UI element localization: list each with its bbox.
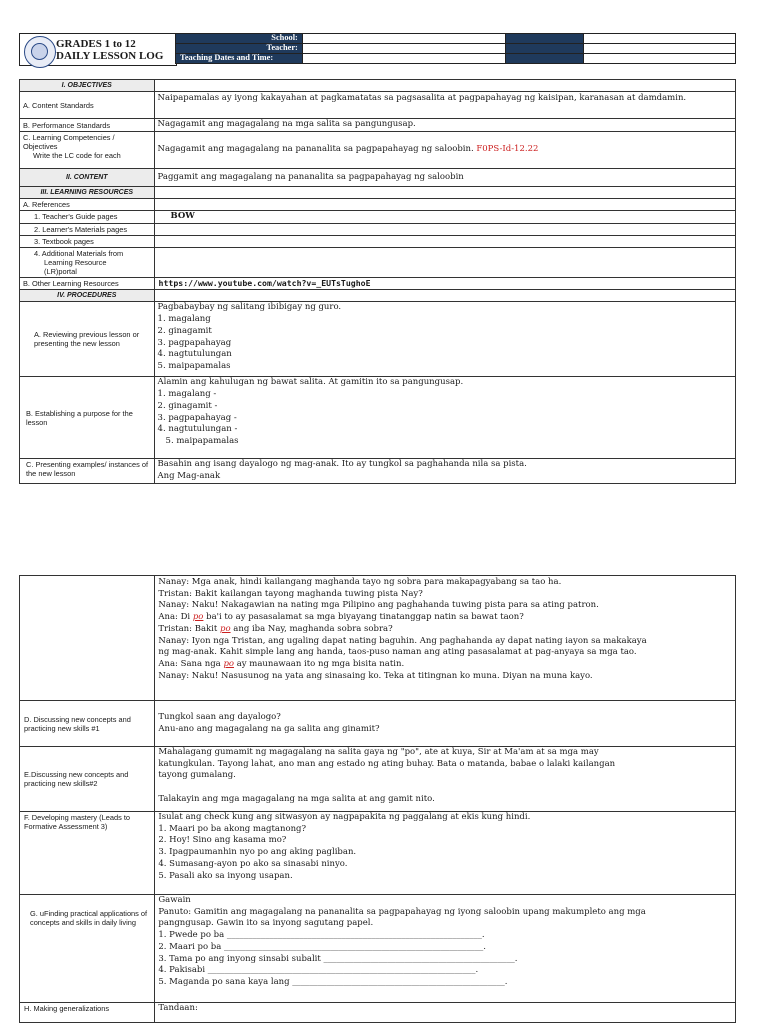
practical-applications-content xyxy=(155,895,736,1003)
dialogue-line: Nanay: Naku! Nakagawian na nating mga Pilipino ang paghahanda tuwing pista para sa ating patron. xyxy=(158,600,599,611)
application-line: 3. Tama po ang inyong sinsabi subalit _____________________________________________. xyxy=(158,953,518,964)
teachers-guide-label: 1. Teacher's Guide pages xyxy=(20,211,155,224)
additional-line2: Learning Resource xyxy=(44,257,107,267)
reviewing-line: 4. nagtutulungan xyxy=(157,349,232,360)
competencies-value xyxy=(154,132,735,169)
dialogue-line: Tristan: Bakit kailangan tayong maghanda tuwing pista Nay? xyxy=(158,588,423,599)
dialogue-text: ba'i to ay pasasalamat sa mga biyayang tinatanggap natin sa bawat taon? xyxy=(203,612,524,623)
discussing-2-line: Mahalagang gumamit ng magagalang na salita gaya ng "po", ate at kuya, Sir at Ma'am at sa mga may xyxy=(158,747,599,757)
discussing-1-line: Tungkol saan ang dayalogo? xyxy=(158,711,281,722)
additional-materials-label xyxy=(20,247,155,277)
reviewing-line: Pagbabaybay ng salitang ibibigay ng guro. xyxy=(157,302,342,313)
discussing-2-label: E.Discussing new concepts and practicing new skills#2 xyxy=(20,747,155,812)
mastery-line: Isulat ang check kung ang sitwasyon ay nagpapakita ng paggalang at ekis kung hindi. xyxy=(158,812,531,822)
competencies-label xyxy=(20,132,155,169)
teachers-guide-value: BOW xyxy=(154,211,735,224)
presenting-label: C. Presenting examples/ instances of the new lesson xyxy=(20,459,155,484)
competencies-label-line2: Write the LC code for each xyxy=(33,151,121,160)
dialogue-text: Tristan: Bakit xyxy=(158,623,221,634)
dialogue-line xyxy=(158,612,732,624)
discussing-1-line: Anu-ano ang magagalang na ga salita ang ginamit? xyxy=(158,723,380,734)
po-highlight: po xyxy=(192,612,204,623)
dialogue-text: ang iba Nay, maghanda sobra sobra? xyxy=(230,623,393,634)
dialogue-content xyxy=(155,576,736,701)
purpose-label: B. Establishing a purpose for the lesson xyxy=(20,377,155,459)
performance-standards-label: B. Performance Standards xyxy=(20,119,155,132)
deped-seal-icon xyxy=(24,36,56,68)
header-dark-cell xyxy=(506,44,584,54)
header-dark-cell xyxy=(506,34,584,44)
title-line1: GRADES 1 to 12 xyxy=(56,38,136,50)
procedures-heading-blank xyxy=(154,290,735,302)
reviewing-content xyxy=(154,302,735,377)
mastery-line: 1. Maari po ba akong magtanong? xyxy=(158,823,307,834)
discussing-2-line xyxy=(158,782,732,794)
reviewing-label: A. Reviewing previous lesson or presenting the new lesson xyxy=(20,302,155,377)
application-line: 1. Pwede po ba ____________________________________________________________. xyxy=(158,930,485,941)
purpose-line: 5. maipapamalas xyxy=(165,435,239,446)
teacher-field[interactable] xyxy=(302,44,505,54)
mastery-line: 3. Ipagpaumanhin nyo po ang aking pagliban. xyxy=(158,847,357,858)
teacher-label: Teacher: xyxy=(176,44,303,54)
dialogue-line: Nanay: Naku! Nasusunog na yata ang sinasaing ko. Teka at titingnan ko muna. Diyan na muna kayo. xyxy=(158,670,593,681)
discussing-2-line: tayong gumalang. xyxy=(158,770,236,781)
purpose-line: Alamin ang kahulugan ng bawat salita. At gamitin ito sa pangungusap. xyxy=(157,377,464,388)
lc-code: F0PS-Id-12.22 xyxy=(476,144,539,155)
dialogue-line xyxy=(158,659,732,671)
competencies-label-line1: C. Learning Competencies / Objectives xyxy=(23,133,115,151)
resources-heading: III. LEARNING RESOURCES xyxy=(20,187,155,199)
other-resources-link[interactable]: https://www.youtube.com/watch?v=_EUTsTughoE xyxy=(154,277,735,290)
resources-heading-blank xyxy=(154,187,735,199)
additional-line1: 4. Additional Materials from xyxy=(34,248,124,258)
subject-field[interactable] xyxy=(584,44,736,54)
purpose-line: 4. nagtutulungan - xyxy=(157,424,238,435)
lesson-log-table-page1 xyxy=(19,79,736,484)
generalizations-label: H. Making generalizations xyxy=(20,1003,155,1023)
content-heading: II. CONTENT xyxy=(20,169,155,187)
discussing-1-label: D. Discussing new concepts and practicing new skills #1 xyxy=(20,701,155,747)
dialogue-text: Ana: Sana nga xyxy=(158,658,224,669)
purpose-line: 3. pagpapahayag - xyxy=(157,412,237,423)
dates-field[interactable] xyxy=(302,54,505,64)
competencies-text: Nagagamit ang magagalang na pananalita sa pagpapahayag ng saloobin. xyxy=(157,144,474,155)
discussing-1-content xyxy=(155,701,736,747)
header-dark-cell xyxy=(506,54,584,64)
quarter-field[interactable] xyxy=(584,54,736,64)
purpose-line: 1. magalang - xyxy=(157,389,217,400)
purpose-content xyxy=(154,377,735,459)
presenting-line: Ang Mag-anak xyxy=(157,471,221,482)
grade-field[interactable] xyxy=(584,34,736,44)
dialogue-line xyxy=(158,624,732,636)
learners-materials-blank xyxy=(154,223,735,235)
dialogue-text: ay maunawaan ito ng mga bisita natin. xyxy=(234,658,405,669)
reviewing-line: 3. pagpapahayag xyxy=(157,337,232,348)
reviewing-line: 1. magalang xyxy=(157,314,211,325)
learners-materials-label: 2. Learner's Materials pages xyxy=(20,223,155,235)
reviewing-line: 5. maipapamalas xyxy=(157,360,231,371)
other-resources-label: B. Other Learning Resources xyxy=(20,277,155,290)
lesson-log-table-page2 xyxy=(19,575,736,1023)
dialogue-line: ng mag-anak. Kahit simple lang ang handa, taos-puso naman ang ating pasasalamat at pag-anyaya sa mga tao. xyxy=(158,647,637,658)
application-line: 4. Pakisabi _______________________________________________________________. xyxy=(158,965,479,976)
procedures-heading: IV. PROCEDURES xyxy=(20,290,155,302)
content-value: Paggamit ang magagalang na pananalita sa pagpapahayag ng saloobin xyxy=(154,169,735,187)
mastery-line: 4. Sumasang-ayon po ako sa sinasabi ninyo. xyxy=(158,858,348,869)
mastery-line: 5. Pasali ako sa inyong usapan. xyxy=(158,870,293,881)
application-line: Panuto: Gamitin ang magagalang na pananalita sa pagpapahayag ng iyong saloobin upang makumpleto ang mga xyxy=(158,906,646,917)
title-box xyxy=(19,33,177,66)
application-line: 5. Maganda po sana kaya lang __________________________________________________. xyxy=(158,976,508,987)
discussing-2-content xyxy=(155,747,736,812)
dialogue-label-blank xyxy=(20,576,155,701)
application-line: 2. Maari po ba _____________________________________________________________. xyxy=(158,941,486,952)
textbook-blank xyxy=(154,235,735,247)
title-line2: DAILY LESSON LOG xyxy=(56,50,164,62)
school-label: School: xyxy=(176,34,303,44)
dialogue-line: Nanay: Iyon nga Tristan, ang ugaling dapat nating baguhin. Ang paghahanda ay dapat nating iayon sa makakaya xyxy=(158,635,647,646)
application-line: Gawain xyxy=(158,895,191,905)
additional-line3: (LR)portal xyxy=(44,266,77,276)
application-line: pangngusap. Gawin ito sa inyong sagutang papel. xyxy=(158,918,374,929)
references-label: A. References xyxy=(20,199,155,211)
header-fields xyxy=(175,33,736,64)
content-standards-label: A. Content Standards xyxy=(20,92,155,119)
mastery-line: 2. Hoy! Sino ang kasama mo? xyxy=(158,835,287,846)
presenting-content xyxy=(154,459,735,484)
po-highlight: po xyxy=(220,623,231,634)
developing-mastery-content xyxy=(155,812,736,895)
school-field[interactable] xyxy=(302,34,505,44)
performance-standards-value: Nagagamit ang magagalang na mga salita sa pangungusap. xyxy=(154,119,735,132)
references-blank xyxy=(154,199,735,211)
dates-label: Teaching Dates and Time: xyxy=(176,54,303,64)
discussing-2-line: Talakayin ang mga magagalang na mga salita at ang gamit nito. xyxy=(158,793,435,804)
dialogue-text: Ana: Di xyxy=(158,612,193,623)
po-highlight: po xyxy=(223,658,235,669)
discussing-2-line: katungkulan. Tayong lahat, ano man ang estado ng ating buhay. Bata o matanda, babae o lalaki kailangan xyxy=(158,758,616,769)
presenting-line: Basahin ang isang dayalogo ng mag-anak. Ito ay tungkol sa paghahanda nila sa pista. xyxy=(157,459,527,470)
reviewing-line: 2. ginagamit xyxy=(157,325,212,336)
developing-mastery-label: F. Developing mastery (Leads to Formative Assessment 3) xyxy=(20,812,155,895)
dialogue-line: Nanay: Mga anak, hindi kailangang maghanda tayo ng sobra para makapagyabang sa tao ha. xyxy=(158,577,562,587)
textbook-label: 3. Textbook pages xyxy=(20,235,155,247)
header-block xyxy=(19,33,736,65)
objectives-heading-blank xyxy=(154,80,735,92)
practical-applications-label: G. uFinding practical applications of concepts and skills in daily living xyxy=(20,895,155,1003)
additional-materials-blank xyxy=(154,247,735,277)
content-standards-value: Naipapamalas ay iyong kakayahan at pagkamatatas sa pagsasalita at pagpapahayag ng kaisipan, karanasan at damdamin. xyxy=(154,92,735,119)
generalizations-content: Tandaan: xyxy=(155,1003,736,1023)
objectives-heading: I. OBJECTIVES xyxy=(20,80,155,92)
purpose-line: 2. ginagamit - xyxy=(157,400,218,411)
